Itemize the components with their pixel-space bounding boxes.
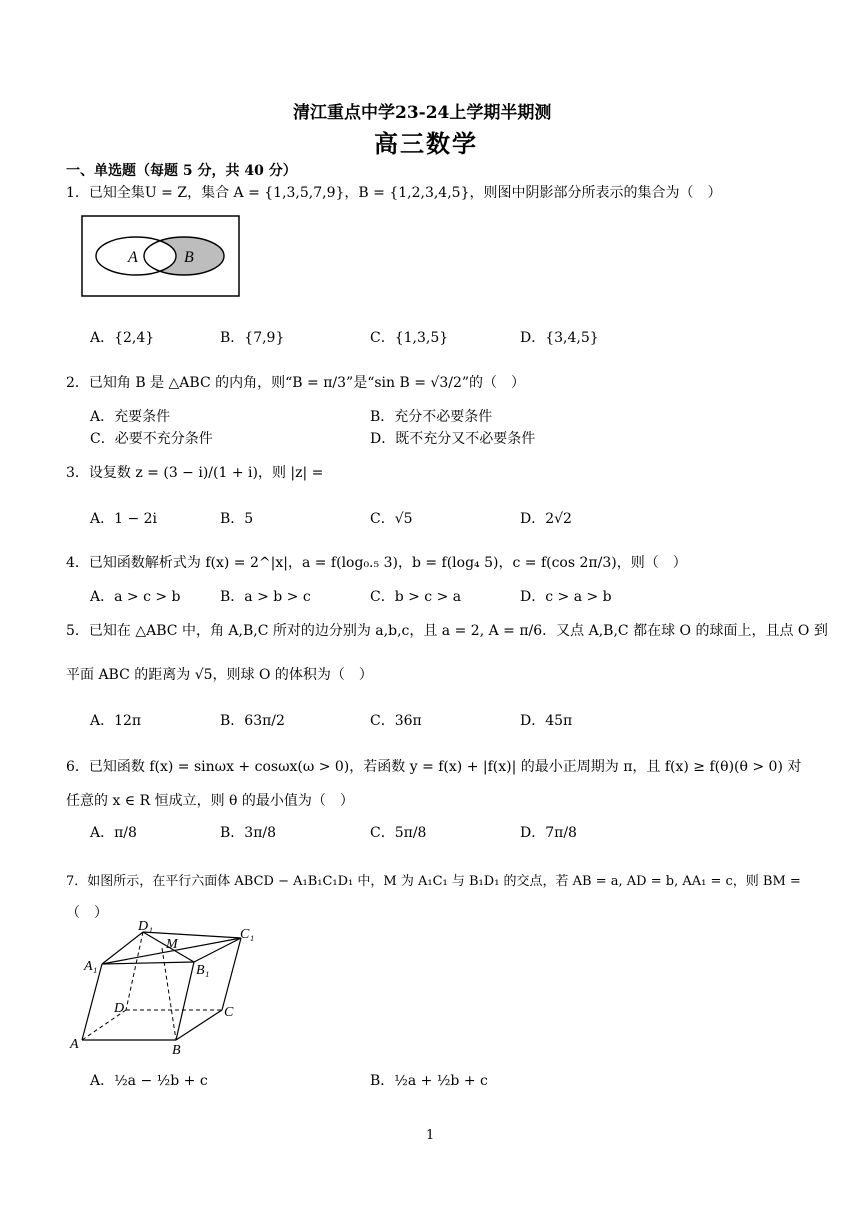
q2-option-b: B．充分不必要条件 <box>370 409 493 425</box>
q1-option-a: A．{2,4} <box>90 330 155 346</box>
question-3-stem: 3．设复数 z = (3 − i)/(1 + i)，则 |z| = <box>66 465 324 481</box>
q4-option-a: A．a > c > b <box>90 589 181 605</box>
vertex-label-b: B <box>172 1043 181 1058</box>
vertex-label-c: C <box>224 1005 234 1020</box>
q1-option-d: D．{3,4,5} <box>520 330 599 346</box>
q2-option-d: D．既不充分又不必要条件 <box>370 431 536 447</box>
exam-subject-title: 高三数学 <box>374 129 478 158</box>
q3-option-d: D．2√2 <box>520 511 572 527</box>
question-1-stem: 1．已知全集U = Z，集合 A = {1,3,5,7,9}，B = {1,2,3,4,5}，则图中阴影部分所表示的集合为（ ） <box>66 185 722 201</box>
q3-option-a: A．1 − 2i <box>90 511 158 527</box>
vertex-label-d1: D₁ <box>138 919 153 934</box>
question-4-stem: 4．已知函数解析式为 f(x) = 2^|x|，a = f(log₀.₅ 3)，b = f(log₄ 5)，c = f(cos 2π/3)，则（ ） <box>66 555 687 571</box>
q2-option-c: C．必要不充分条件 <box>90 431 213 447</box>
q5-option-b: B．63π/2 <box>220 713 285 729</box>
vertex-label-b1: B₁ <box>196 963 210 978</box>
question-5-stem-line1: 5．已知在 △ABC 中，角 A,B,C 所对的边分别为 a,b,c，且 a = 2, A = π/6．又点 A,B,C 都在球 O 的球面上，且点 O 到 <box>66 623 828 639</box>
q7-option-b: B．½a + ½b + c <box>370 1073 488 1089</box>
section-heading: 一、单选题（每题 5 分，共 40 分） <box>66 163 297 179</box>
page-number: 1 <box>426 1128 435 1143</box>
vertex-label-d: D <box>114 1001 125 1016</box>
q4-option-d: D．c > a > b <box>520 589 612 605</box>
vertex-label-c1: C₁ <box>240 927 255 942</box>
q3-option-c: C．√5 <box>370 511 413 527</box>
q7-option-a: A．½a − ½b + c <box>90 1073 208 1089</box>
q1-option-c: C．{1,3,5} <box>370 330 449 346</box>
q6-option-b: B．3π/8 <box>220 825 277 841</box>
q6-option-a: A．π/8 <box>90 825 137 841</box>
question-5-stem-line2: 平面 ABC 的距离为 √5，则球 O 的体积为（ ） <box>66 667 373 683</box>
q6-option-c: C．5π/8 <box>370 825 427 841</box>
q5-option-c: C．36π <box>370 713 422 729</box>
question-7-stem-line1: 7．如图所示，在平行六面体 ABCD − A₁B₁C₁D₁ 中，M 为 A₁C₁ 与 B₁D₁ 的交点，若 AB = a, AD = b, AA₁ = c，则 BM = <box>66 874 801 889</box>
question-7-stem-line2: （ ） <box>66 905 108 921</box>
q4-option-b: B．a > b > c <box>220 589 311 605</box>
venn-diagram-figure <box>80 214 242 298</box>
question-6-stem-line2: 任意的 x ∈ R 恒成立，则 θ 的最小值为（ ） <box>66 793 354 809</box>
vertex-label-m: M <box>166 937 178 952</box>
question-6-stem-line1: 6．已知函数 f(x) = sinωx + cosωx(ω > 0)，若函数 y = f(x) + |f(x)| 的最小正周期为 π，且 f(x) ≥ f(θ)(θ > 0) 对 <box>66 759 802 775</box>
venn-label-b: B <box>184 249 194 266</box>
vertex-label-a: A <box>70 1037 79 1052</box>
parallelepiped-figure <box>66 918 266 1060</box>
q5-option-d: D．45π <box>520 713 573 729</box>
q2-option-a: A．充要条件 <box>90 409 171 425</box>
venn-label-a: A <box>128 249 138 266</box>
q3-option-b: B．5 <box>220 511 254 527</box>
question-2-stem: 2．已知角 B 是 △ABC 的内角，则“B = π/3”是“sin B = √3/2”的（ ） <box>66 375 526 391</box>
exam-school-title: 清江重点中学23-24上学期半期测 <box>293 103 552 123</box>
q5-option-a: A．12π <box>90 713 142 729</box>
vertex-label-a1: A₁ <box>84 959 98 974</box>
q4-option-c: C．b > c > a <box>370 589 462 605</box>
q1-option-b: B．{7,9} <box>220 330 285 346</box>
q6-option-d: D．7π/8 <box>520 825 577 841</box>
